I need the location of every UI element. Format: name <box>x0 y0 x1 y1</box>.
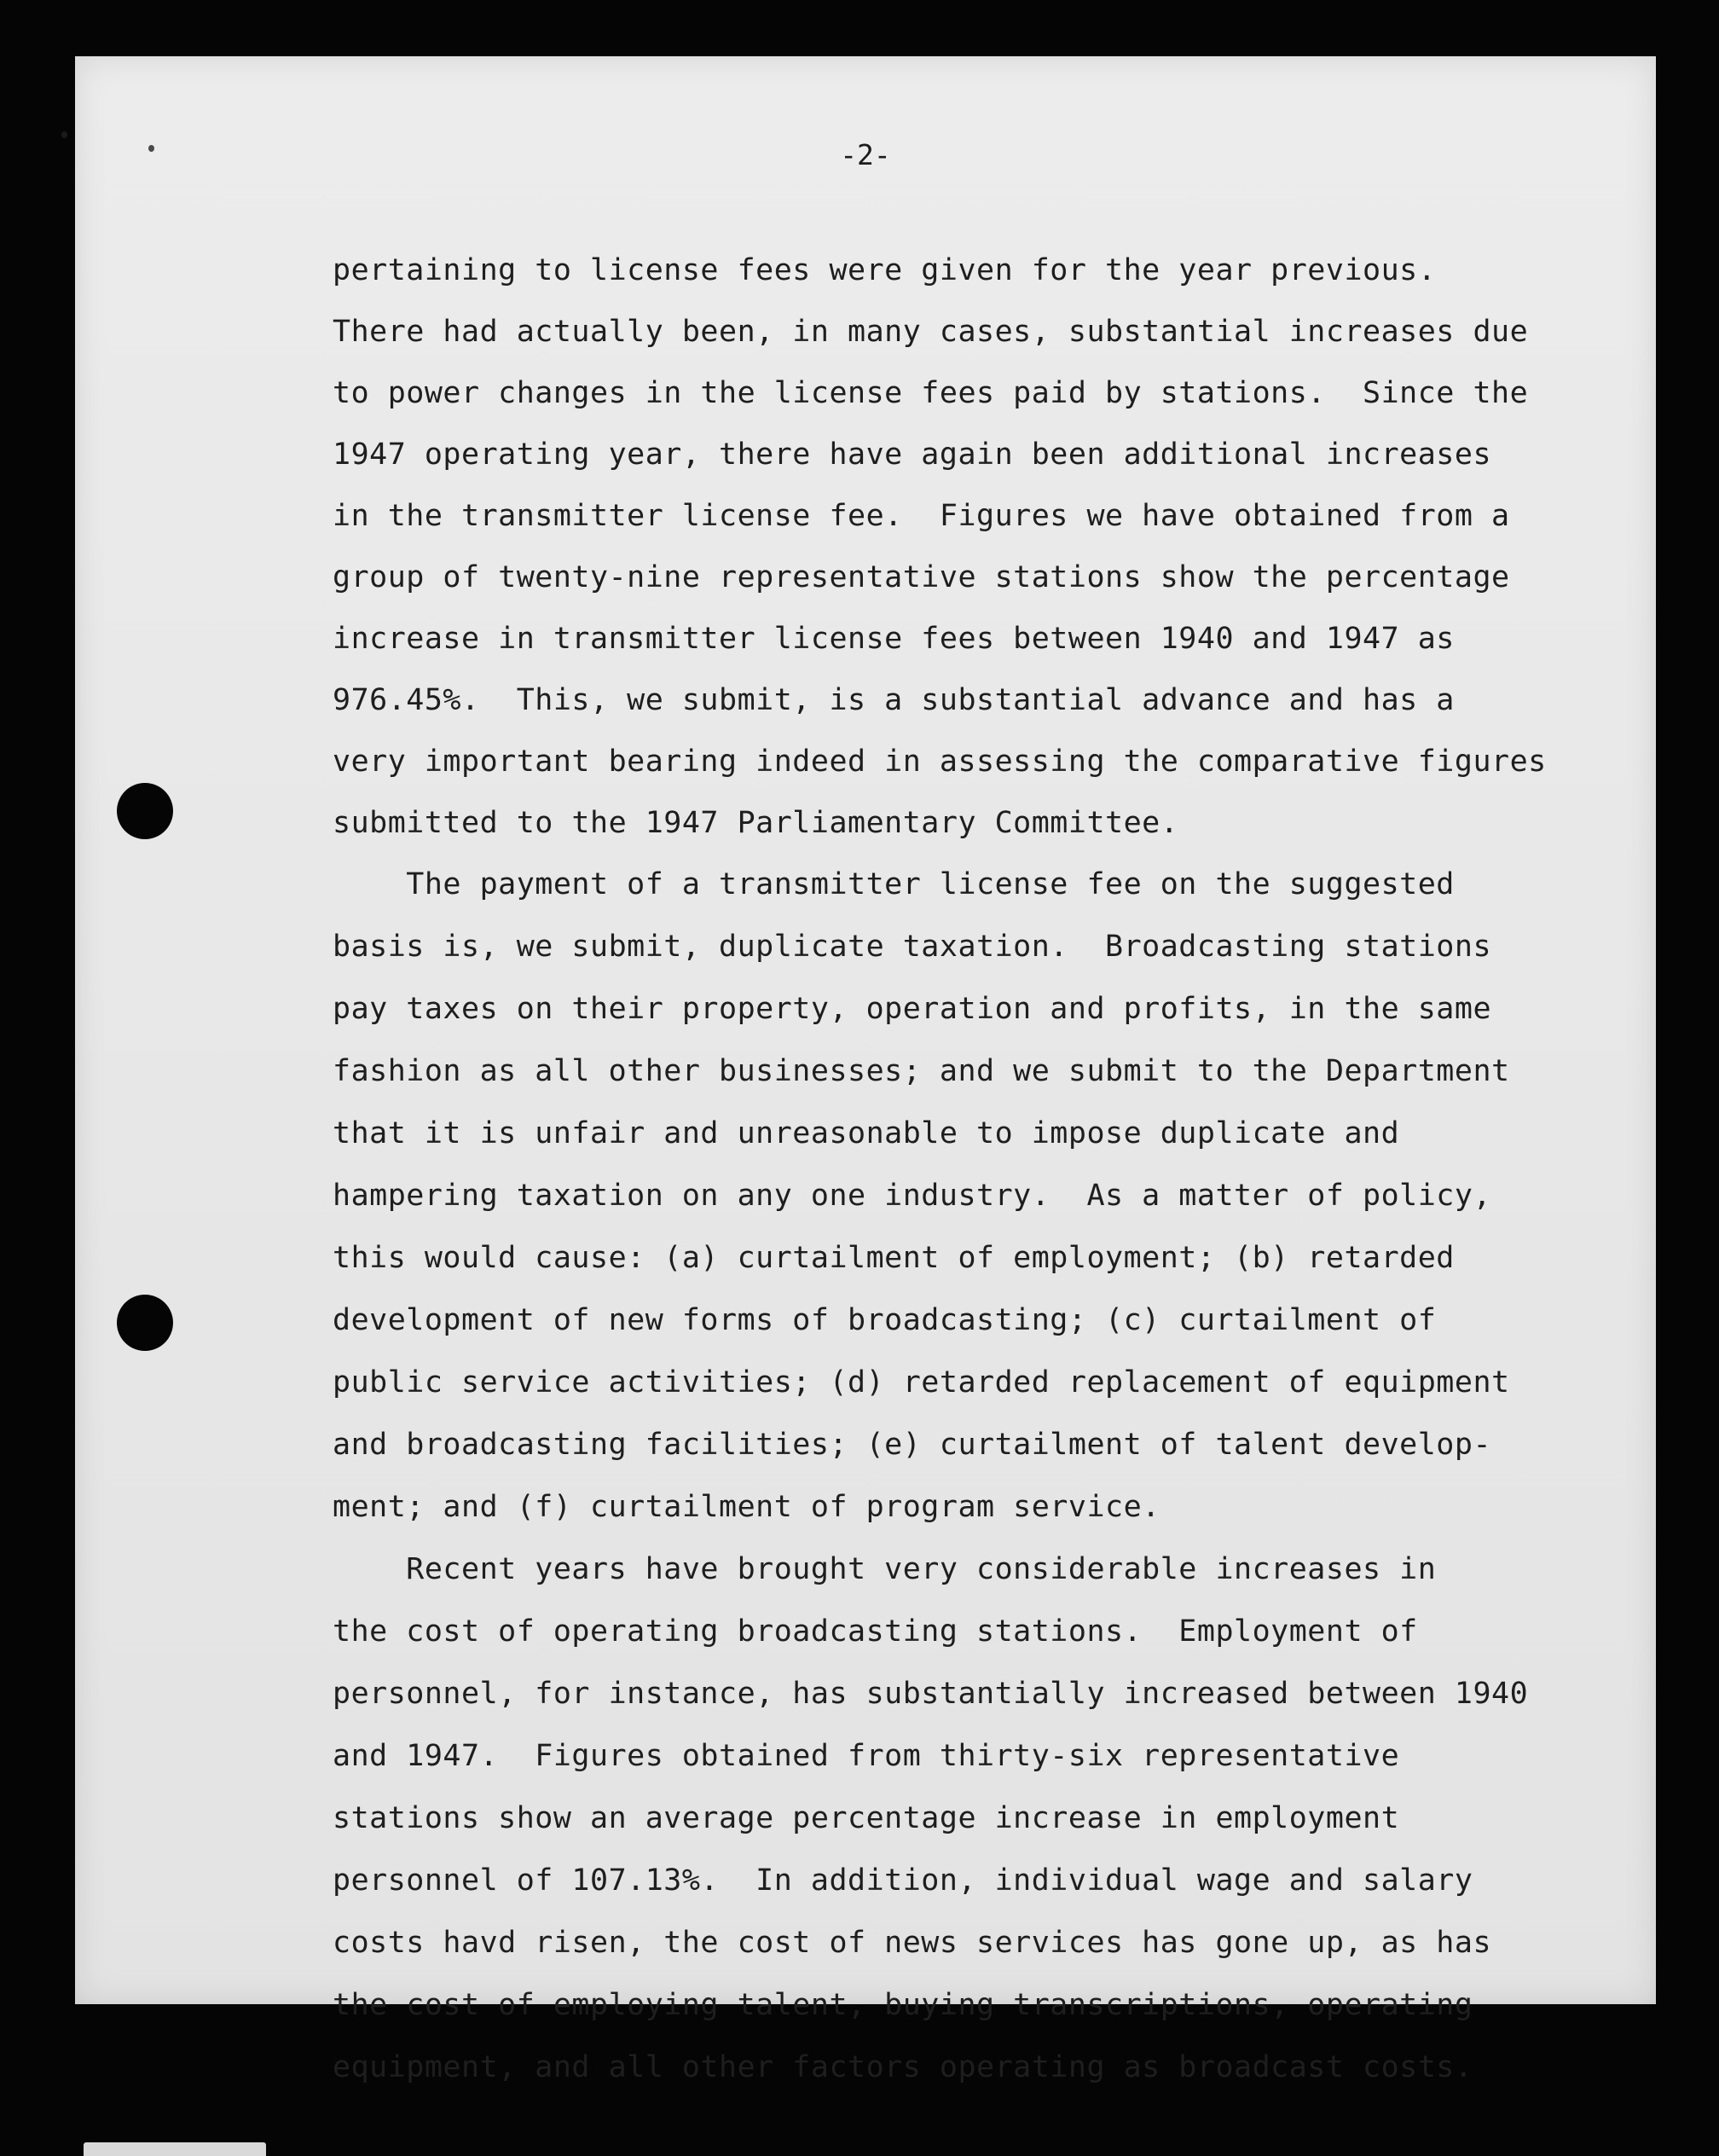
text-line: and 1947. Figures obtained from thirty-six representative <box>333 1739 1400 1773</box>
text-line: fashion as all other businesses; and we submit to the Department <box>333 1054 1510 1088</box>
text-line: public service activities; (d) retarded replacement of equipment <box>333 1365 1510 1400</box>
text-line: 976.45%. This, we submit, is a substantial advance and has a <box>333 683 1455 717</box>
text-line: in the transmitter license fee. Figures we have obtained from a <box>333 499 1510 533</box>
document-page <box>75 56 1656 2084</box>
text-line: increase in transmitter license fees between 1940 and 1947 as <box>333 622 1455 656</box>
text-line: group of twenty-nine representative stations show the percentage <box>333 560 1510 594</box>
text-line: and broadcasting facilities; (e) curtailment of talent develop- <box>333 1428 1492 1462</box>
punch-hole <box>117 1295 173 1351</box>
text-line: equipment, and all other factors operating as broadcast costs. <box>333 2050 1473 2084</box>
text-line: the cost of employing talent, buying transcriptions, operating <box>333 1988 1473 2022</box>
text-line: this would cause: (a) curtailment of employment; (b) retarded <box>333 1241 1455 1275</box>
text-line: that it is unfair and unreasonable to impose duplicate and <box>333 1116 1400 1150</box>
text-line: 1947 operating year, there have again been additional increases <box>333 438 1492 472</box>
dust-speck <box>61 131 67 138</box>
text-line: basis is, we submit, duplicate taxation. Broadcasting stations <box>333 930 1492 964</box>
text-line: pertaining to license fees were given for the year previous. <box>333 253 1437 287</box>
text-line: submitted to the 1947 Parliamentary Committee. <box>333 806 1179 840</box>
paper-edge <box>84 2142 266 2156</box>
text-line: Recent years have brought very considerable increases in <box>333 1552 1437 1586</box>
text-line: There had actually been, in many cases, substantial increases due <box>333 315 1529 349</box>
text-line: stations show an average percentage increase in employment <box>333 1801 1400 1835</box>
text-line: costs havd risen, the cost of news services has gone up, as has <box>333 1926 1492 1960</box>
text-line: personnel, for instance, has substantially increased between 1940 <box>333 1677 1529 1711</box>
text-line: development of new forms of broadcasting; (c) curtailment of <box>333 1303 1437 1337</box>
text-line: personnel of 107.13%. In addition, individual wage and salary <box>333 1863 1473 1898</box>
text-line: the cost of operating broadcasting stations. Employment of <box>333 1614 1418 1649</box>
text-line: hampering taxation on any one industry. As a matter of policy, <box>333 1179 1492 1213</box>
punch-hole <box>117 783 173 839</box>
text-line: pay taxes on their property, operation and profits, in the same <box>333 992 1492 1026</box>
dust-speck <box>148 145 154 152</box>
page-number: -2- <box>840 138 891 171</box>
text-line: to power changes in the license fees paid by stations. Since the <box>333 376 1529 410</box>
text-line: The payment of a transmitter license fee on the suggested <box>333 867 1455 901</box>
text-line: ment; and (f) curtailment of program service. <box>333 1490 1160 1524</box>
text-line: very important bearing indeed in assessing the comparative figures <box>333 745 1547 779</box>
